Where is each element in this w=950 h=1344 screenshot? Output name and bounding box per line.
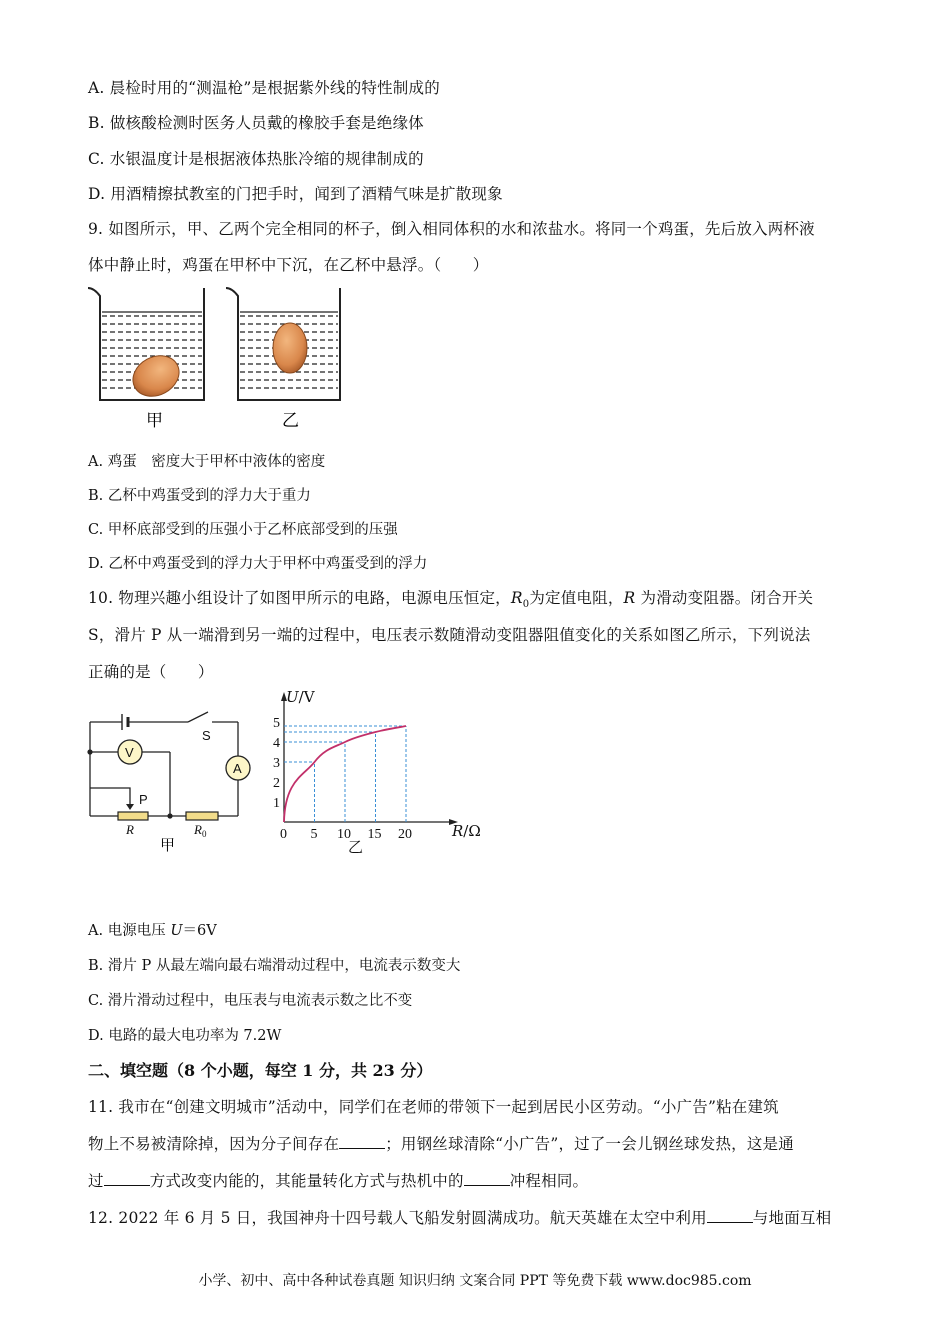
- q8-option-d: D. 用酒精擦拭教室的门把手时，闻到了酒精气味是扩散现象: [88, 185, 503, 203]
- resistor-label: $R_0$: [194, 822, 207, 839]
- beaker-right: [226, 288, 340, 400]
- x-tick-label: 20: [398, 827, 412, 842]
- q8-option-a: A. 晨检时用的“测温枪”是根据紫外线的特性制成的: [88, 79, 440, 97]
- y-tick-label: 3: [273, 756, 280, 771]
- beaker-left: [88, 288, 204, 404]
- egg-right: [273, 323, 307, 373]
- y-tick-label: 4: [273, 736, 280, 751]
- circuit-caption: 甲: [160, 836, 176, 854]
- y-tick-label: 1: [273, 796, 280, 811]
- q10-stem-line3: 正确的是（ ）: [88, 663, 214, 681]
- x-tick-label: 0: [280, 827, 287, 842]
- ammeter-label: A: [233, 761, 242, 776]
- page-footer: 小学、初中、高中各种试卷真题 知识归纳 文案合同 PPT 等免费下载 www.doc985.com: [198, 1273, 752, 1289]
- x-axis-label: R/Ω: [452, 822, 481, 840]
- q11-line2: 物上不易被清除掉，因为分子间存在 ；用钢丝球清除“小广告”，过了一会儿钢丝球发热，这是通: [88, 1135, 794, 1153]
- x-tick-label: 5: [310, 827, 318, 842]
- voltmeter-label: V: [125, 745, 134, 760]
- y-tick-label: 5: [273, 716, 280, 731]
- x-tick-label: 15: [367, 827, 382, 842]
- q9-stem-line1: 9. 如图所示，甲、乙两个完全相同的杯子，倒入相同体积的水和浓盐水。将同一个鸡蛋，先后放入两杯液: [88, 220, 815, 238]
- rheostat-label: R: [126, 822, 134, 837]
- slider-label: P: [139, 792, 148, 807]
- y-axis-label: U/V: [286, 688, 315, 706]
- q10-stem-line2: S，滑片 P 从一端滑到另一端的过程中，电压表示数随滑动变阻器阻值变化的关系如图乙所示，下列说法: [88, 626, 811, 644]
- q8-option-c: C. 水银温度计是根据液体热胀冷缩的规律制成的: [88, 150, 424, 168]
- q11-line3: 过 方式改变内能的，其能量转化方式与热机中的 冲程相同。: [88, 1172, 589, 1190]
- graph-caption: 乙: [348, 838, 364, 856]
- answer-blank[interactable]: [104, 1171, 150, 1186]
- q10-option-a: A. 电源电压 U＝6V: [88, 923, 217, 939]
- q9-option-a: A. 鸡蛋 密度大于甲杯中液体的密度: [88, 454, 326, 470]
- q10-option-d: D. 电路的最大电功率为 7.2W: [88, 1028, 282, 1044]
- q9-option-c: C. 甲杯底部受到的压强小于乙杯底部受到的压强: [88, 522, 398, 538]
- beakers-figure: [86, 282, 356, 432]
- circuit-diagram: [84, 706, 254, 856]
- q12-line1: 12. 2022 年 6 月 5 日，我国神舟十四号载人飞船发射圆满成功。航天英雄在太空中利用 与地面互相: [88, 1209, 832, 1227]
- beaker-left-label: 甲: [146, 411, 163, 431]
- q8-option-b: B. 做核酸检测时医务人员戴的橡胶手套是绝缘体: [88, 114, 424, 132]
- q10-stem-line1: 10. 物理兴趣小组设计了如图甲所示的电路，电源电压恒定，$R_0$为定值电阻，R 为滑动变阻器。闭合开关: [88, 589, 814, 611]
- voltage-resistance-graph: [262, 688, 492, 860]
- answer-blank[interactable]: [339, 1134, 385, 1149]
- switch-label: S: [202, 728, 211, 743]
- q9-option-d: D. 乙杯中鸡蛋受到的浮力大于甲杯中鸡蛋受到的浮力: [88, 556, 428, 572]
- q9-stem-line2: 体中静止时，鸡蛋在甲杯中下沉，在乙杯中悬浮。（ ）: [88, 256, 489, 274]
- q10-option-c: C. 滑片滑动过程中，电压表与电流表示数之比不变: [88, 993, 413, 1009]
- answer-blank[interactable]: [707, 1208, 753, 1223]
- section-heading: 二、填空题（8 个小题，每空 1 分，共 23 分）: [88, 1061, 433, 1080]
- q9-option-b: B. 乙杯中鸡蛋受到的浮力大于重力: [88, 488, 311, 504]
- x-tick-label: 10: [337, 827, 351, 842]
- y-tick-label: 2: [273, 776, 280, 791]
- beaker-right-label: 乙: [282, 411, 299, 431]
- q10-option-b: B. 滑片 P 从最左端向最右端滑动过程中，电流表示数变大: [88, 958, 461, 974]
- answer-blank[interactable]: [464, 1171, 510, 1186]
- q11-line1: 11. 我市在“创建文明城市”活动中，同学们在老师的带领下一起到居民小区劳动。“小广告”粘在建筑: [88, 1098, 779, 1116]
